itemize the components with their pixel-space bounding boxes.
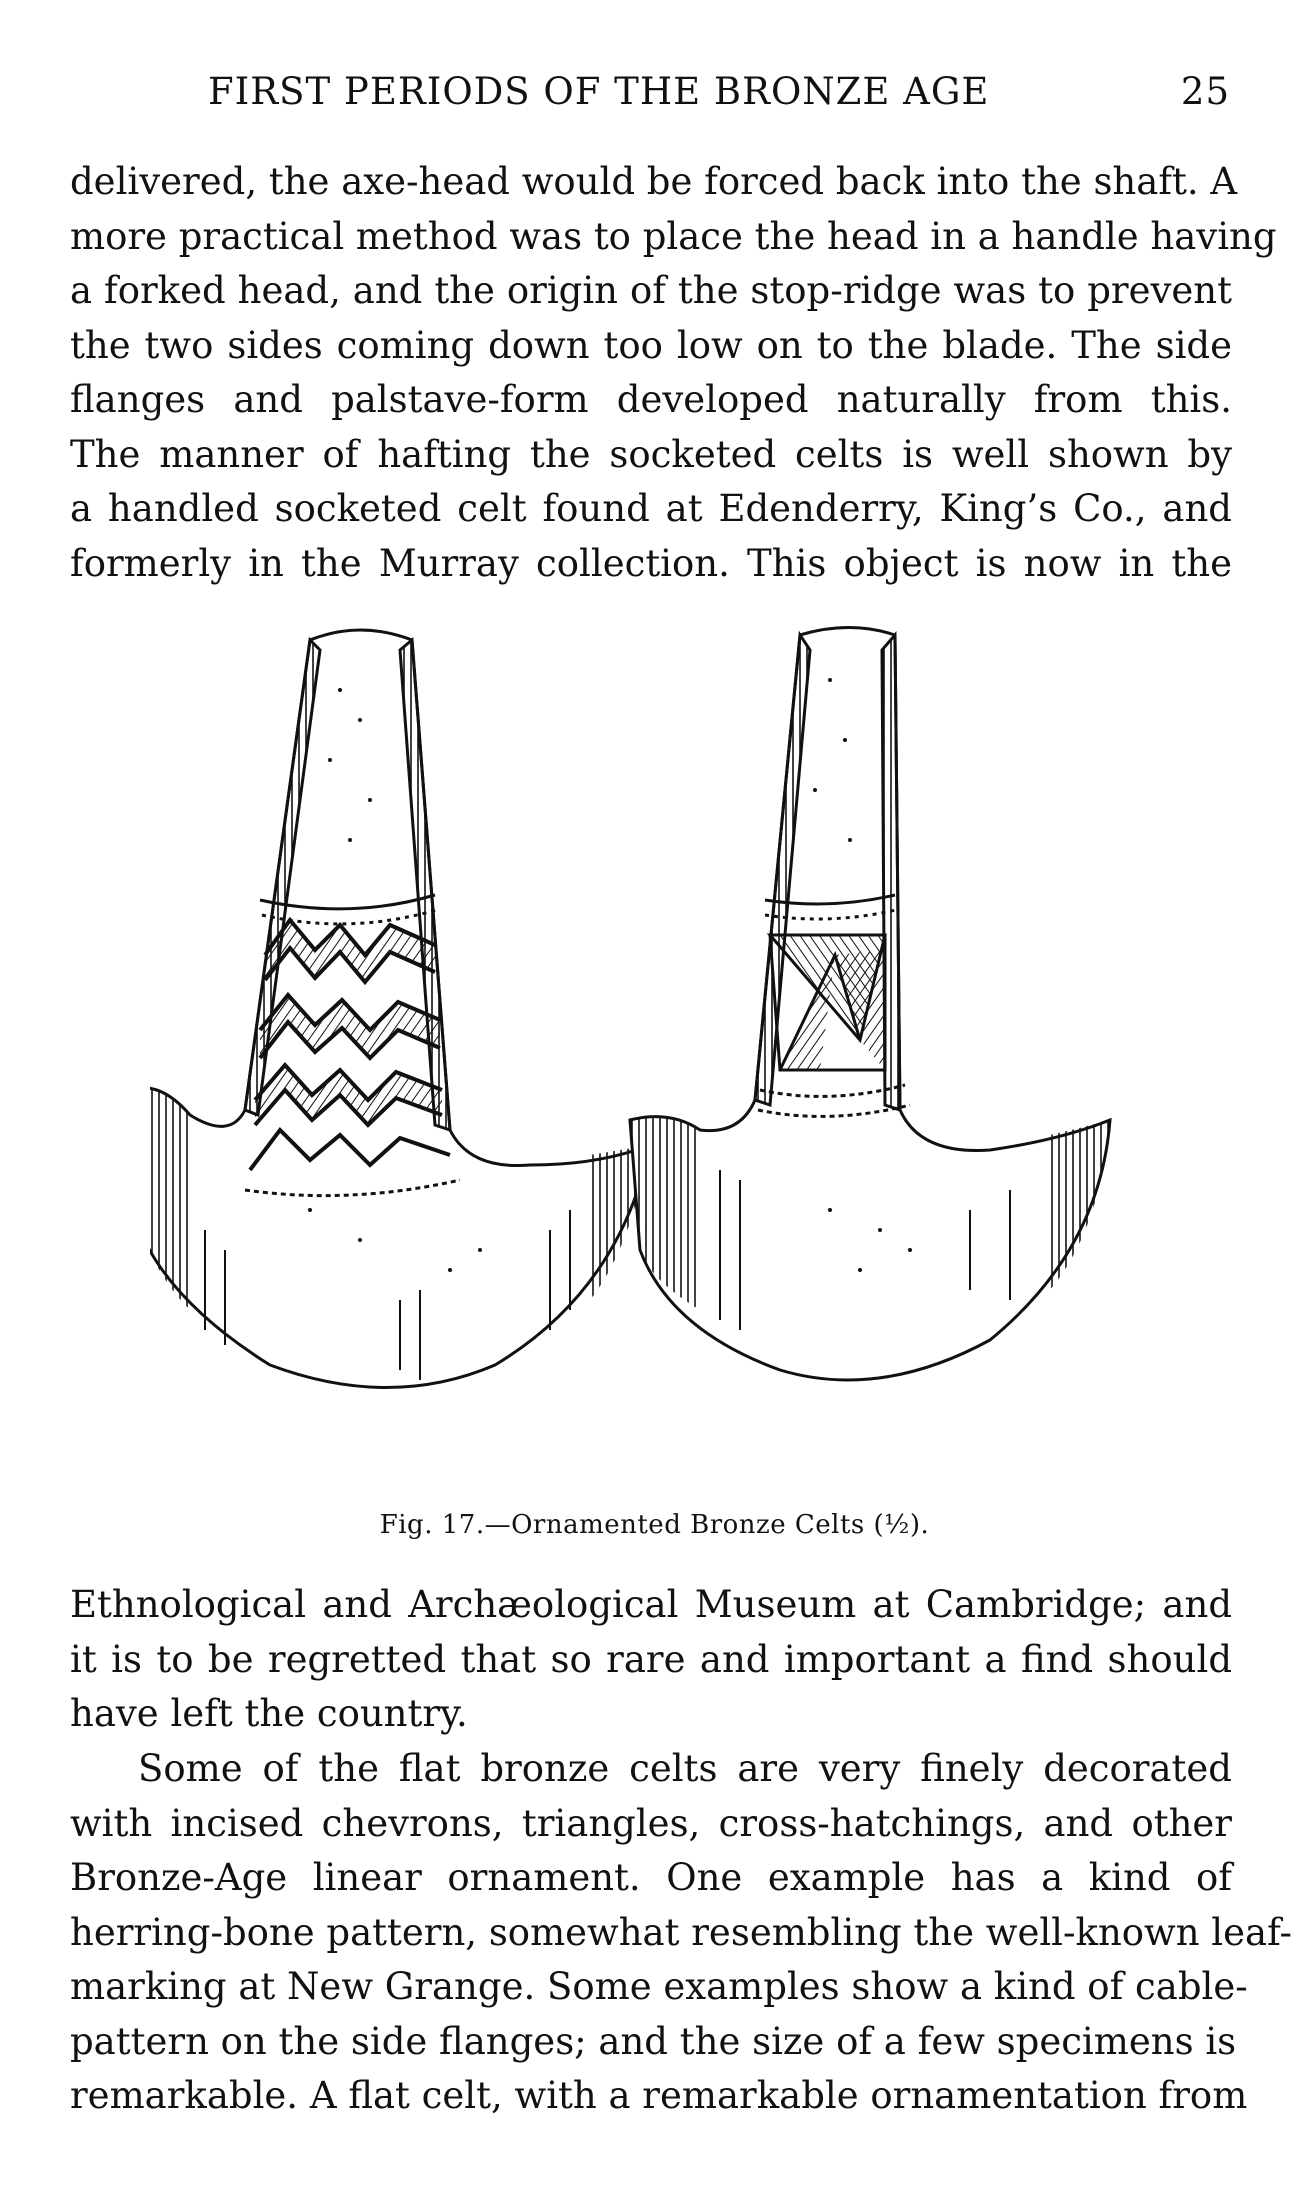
text-line: The manner of hafting the socketed celts is well shown by	[70, 432, 1232, 476]
text-line: pattern on the side flanges; and the size of a few specimens is	[70, 2019, 1237, 2063]
text-line: marking at New Grange. Some examples show a kind of cable-	[70, 1965, 1248, 2008]
text-line: delivered, the axe-head would be forced back into the shaft. A	[70, 160, 1238, 203]
text-line: a handled socketed celt found at Edenderry, King’s Co., and	[70, 487, 1232, 530]
text-line: it is to be regretted that so rare and important a find should	[70, 1637, 1232, 1681]
text-line: formerly in the Murray collection. This object is now in the	[70, 541, 1232, 585]
text-line: herring-bone pattern, somewhat resembling the well-known leaf-	[70, 1910, 1292, 1954]
page-number: 25	[1180, 70, 1230, 113]
text-line: Some of the flat bronze celts are very finely decorated	[138, 1747, 1232, 1790]
right-celt	[630, 628, 1110, 1381]
running-head	[70, 70, 1230, 120]
text-line: more practical method was to place the head in a handle having	[70, 214, 1277, 258]
paragraph-1	[70, 155, 1277, 591]
text-line: with incised chevrons, triangles, cross-hatchings, and other	[70, 1801, 1232, 1845]
paragraph-2	[70, 1578, 1232, 1742]
text-line: have left the country.	[70, 1692, 468, 1735]
paragraph-3	[70, 1742, 1292, 2124]
text-line: Ethnological and Archæological Museum at Cambridge; and	[70, 1583, 1232, 1626]
text-line: the two sides coming down too low on to the blade. The side	[70, 323, 1232, 367]
text-line: Bronze-Age linear ornament. One example has a kind of	[70, 1856, 1232, 1899]
text-line: a forked head, and the origin of the stop-ridge was to prevent	[70, 269, 1232, 312]
left-celt	[150, 630, 650, 1388]
text-line: flanges and palstave-form developed naturally from this.	[70, 378, 1232, 421]
figure-caption: Fig. 17.—Ornamented Bronze Celts (½).	[379, 1510, 930, 1540]
celts-illustration	[150, 610, 1170, 1530]
running-title: FIRST PERIODS OF THE BRONZE AGE	[208, 70, 990, 113]
text-line: remarkable. A flat celt, with a remarkable ornamentation from	[70, 2074, 1248, 2117]
